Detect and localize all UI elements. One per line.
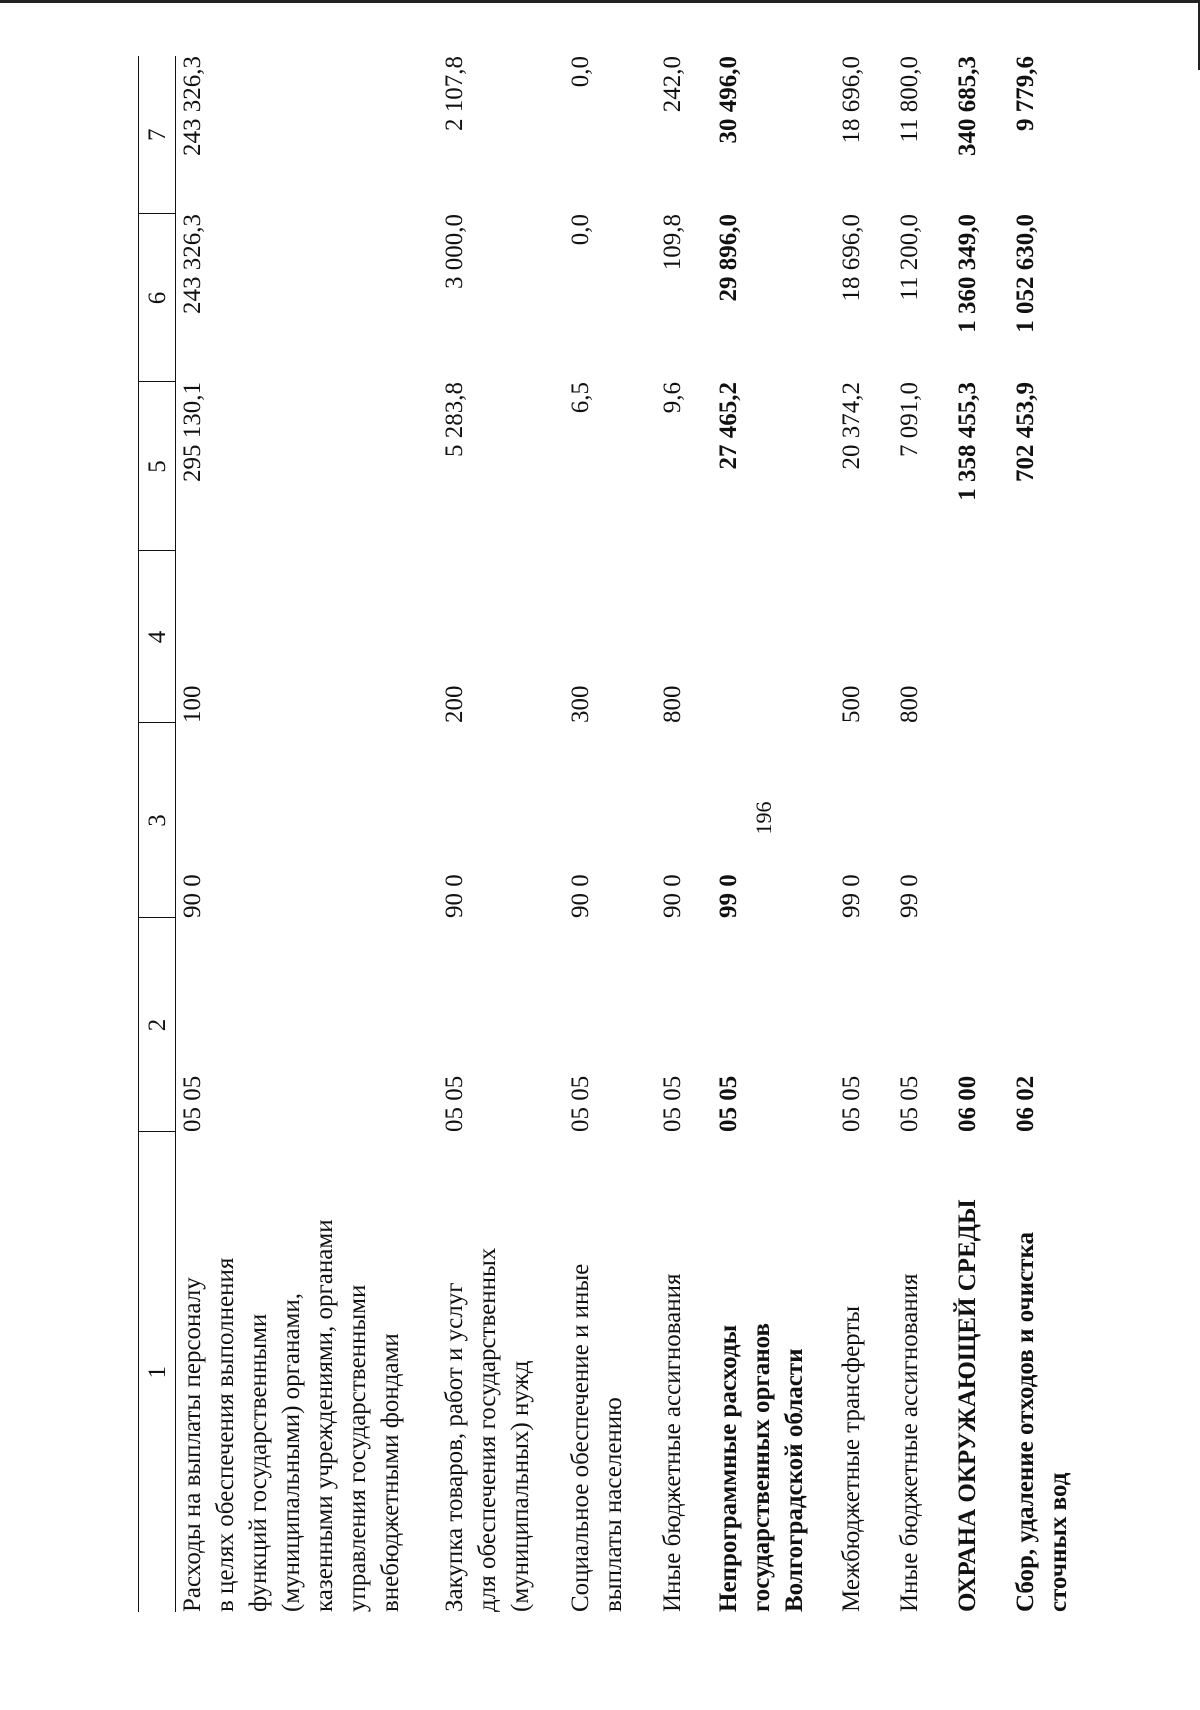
- row-name-line: Социальное обеспечение и иные: [566, 1263, 594, 1612]
- section-code-cell: 05 05: [837, 1075, 865, 1132]
- column-header: 4: [139, 551, 176, 723]
- row-name-line: ОХРАНА ОКРУЖАЮЩЕЙ СРЕДЫ: [953, 1199, 981, 1612]
- column-header: 1: [139, 1132, 176, 1612]
- value-col7-cell: 9 779,6: [1011, 56, 1039, 131]
- target-article-cell: 90 0: [179, 874, 206, 918]
- section-code-cell: 05 05: [566, 1075, 594, 1132]
- value-col6-cell: 11 200,0: [895, 214, 923, 301]
- table-row: [835, 56, 893, 1612]
- row-name-line: казенными учреждениями, органами: [311, 1219, 338, 1612]
- value-col5-cell: 5 283,8: [440, 382, 468, 457]
- column-header: 7: [139, 56, 176, 214]
- page-number: 196: [751, 801, 776, 835]
- row-name-line: Непрограммные расходы: [714, 1324, 742, 1612]
- value-col6-cell: 243 326,3: [179, 214, 206, 314]
- value-col7-cell: 30 496,0: [714, 56, 742, 144]
- target-article-cell: 99 0: [895, 874, 923, 918]
- rotated-table-block: [138, 56, 1192, 1612]
- target-article-cell: 90 0: [440, 874, 468, 918]
- column-header: 3: [139, 723, 176, 918]
- value-col5-cell: 1 358 455,3: [953, 382, 981, 501]
- value-col7-cell: 243 326,3: [179, 56, 206, 156]
- value-col6-cell: 3 000,0: [440, 214, 468, 289]
- column-header: 5: [139, 382, 176, 551]
- row-name-line: управления государственными: [344, 1284, 371, 1612]
- value-col5-cell: 295 130,1: [179, 382, 206, 482]
- value-col6-cell: 1 052 630,0: [1011, 214, 1039, 333]
- expense-type-cell: 800: [658, 685, 686, 723]
- section-code-cell: 06 00: [953, 1075, 981, 1132]
- row-name-line: функций государственными: [245, 1313, 272, 1612]
- row-name-line: Закупка товаров, работ и услуг: [440, 1282, 468, 1612]
- target-article-cell: 90 0: [566, 874, 594, 918]
- section-code-cell: 05 05: [440, 1075, 468, 1132]
- column-header: 6: [139, 214, 176, 382]
- expense-type-cell: [951, 551, 1009, 723]
- row-name-line: Сбор, удаление отходов и очистка: [1011, 1232, 1039, 1612]
- row-name-cell: [176, 1132, 438, 1612]
- table-row: [656, 56, 712, 1612]
- row-name-cell: [438, 1132, 564, 1612]
- row-name-cell: [893, 1132, 951, 1612]
- row-name-line: Волгоградской области: [780, 1348, 808, 1612]
- value-col5-cell: 7 091,0: [895, 382, 923, 457]
- section-code-cell: 05 05: [658, 1075, 686, 1132]
- value-col7-cell: 340 685,3: [953, 56, 981, 156]
- expense-type-cell: 200: [440, 685, 468, 723]
- column-header: 2: [139, 918, 176, 1132]
- table-row: [712, 56, 835, 1612]
- row-name-cell: [1009, 1132, 1075, 1612]
- value-col5-cell: 9,6: [658, 382, 686, 414]
- row-name-cell: [656, 1132, 712, 1612]
- value-col6-cell: 0,0: [566, 214, 594, 246]
- table-row: [438, 56, 564, 1612]
- table-row: [951, 56, 1009, 1612]
- value-col7-cell: 2 107,8: [440, 56, 468, 131]
- section-code-cell: 05 05: [714, 1075, 742, 1132]
- row-name-line: выплаты населению: [599, 1397, 627, 1612]
- table-row: [893, 56, 951, 1612]
- target-article-cell: 90 0: [658, 874, 686, 918]
- section-code-cell: 05 05: [179, 1075, 206, 1132]
- row-name-cell: [951, 1132, 1009, 1612]
- value-col7-cell: 11 800,0: [895, 56, 923, 143]
- row-name-line: (муниципальных) нужд: [506, 1360, 534, 1612]
- row-name-line: государственных органов: [747, 1322, 775, 1612]
- value-col6-cell: 29 896,0: [714, 214, 742, 302]
- expense-type-cell: [712, 551, 835, 723]
- value-col6-cell: 18 696,0: [837, 214, 865, 302]
- row-name-cell: [835, 1132, 893, 1612]
- scan-top-edge: [0, 0, 1200, 3]
- expense-type-cell: 500: [837, 685, 865, 723]
- table-row: [176, 56, 438, 1612]
- table-row: [564, 56, 656, 1612]
- budget-table: [138, 56, 1075, 1612]
- value-col7-cell: 242,0: [658, 56, 686, 113]
- table-body: [176, 56, 1075, 1612]
- row-name-line: сточных вод: [1044, 1472, 1072, 1612]
- row-name-cell: [712, 1132, 835, 1612]
- row-name-line: внебюджетными фондами: [377, 1333, 404, 1612]
- row-name-cell: [564, 1132, 656, 1612]
- value-col5-cell: 27 465,2: [714, 382, 742, 470]
- value-col5-cell: 20 374,2: [837, 382, 865, 470]
- section-code-cell: 05 05: [895, 1075, 923, 1132]
- value-col5-cell: 6,5: [566, 382, 594, 414]
- value-col7-cell: 18 696,0: [837, 56, 865, 144]
- value-col6-cell: 109,8: [658, 214, 686, 271]
- target-article-cell: 99 0: [714, 874, 742, 918]
- table-row: [1009, 56, 1075, 1612]
- expense-type-cell: [1009, 551, 1075, 723]
- row-name-line: Иные бюджетные ассигнования: [658, 1273, 686, 1612]
- target-article-cell: [951, 723, 1009, 918]
- row-name-line: в целях обеспечения выполнения: [212, 1257, 239, 1612]
- expense-type-cell: 300: [566, 685, 594, 723]
- target-article-cell: [1009, 723, 1075, 918]
- row-name-line: Межбюджетные трансферты: [837, 1305, 865, 1612]
- row-name-line: (муниципальными) органами,: [278, 1293, 305, 1612]
- section-code-cell: 06 02: [1011, 1075, 1039, 1132]
- row-name-line: Иные бюджетные ассигнования: [895, 1273, 923, 1612]
- value-col5-cell: 702 453,9: [1011, 382, 1039, 482]
- value-col6-cell: 1 360 349,0: [953, 214, 981, 333]
- header-row: [139, 56, 176, 1612]
- expense-type-cell: 100: [179, 685, 206, 723]
- value-col7-cell: 0,0: [566, 56, 594, 88]
- target-article-cell: 99 0: [837, 874, 865, 918]
- row-name-line: для обеспечения государственных: [473, 1247, 501, 1612]
- row-name-line: Расходы на выплаты персоналу: [179, 1277, 206, 1612]
- expense-type-cell: 800: [895, 685, 923, 723]
